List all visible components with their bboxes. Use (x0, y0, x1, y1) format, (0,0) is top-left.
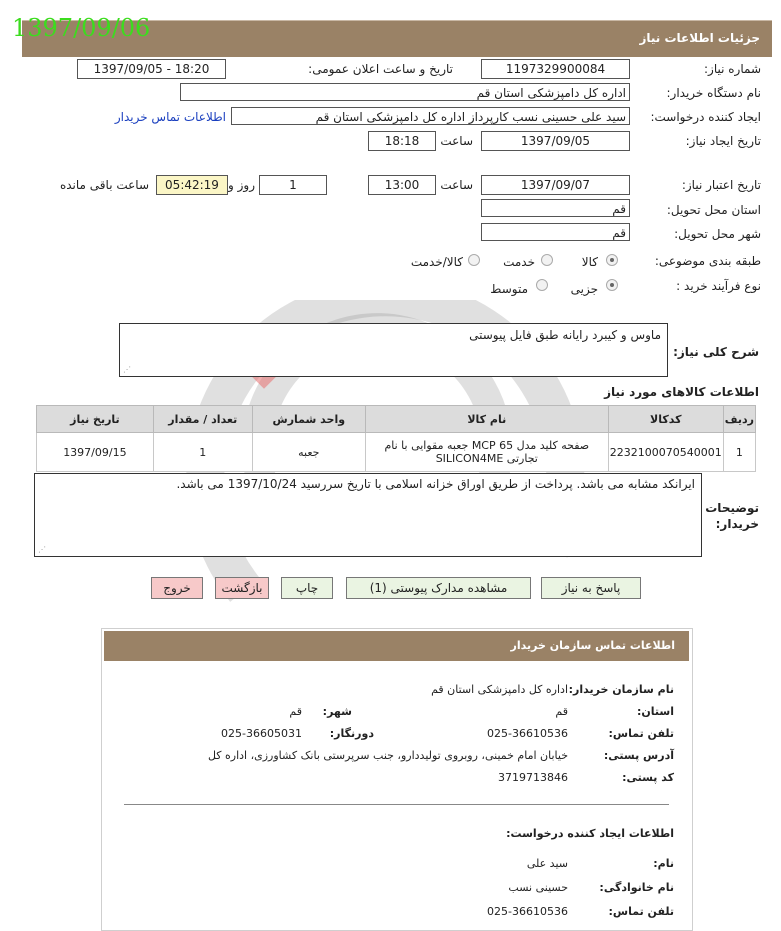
delivery-province-field: قم (481, 199, 630, 217)
phone-label: تلفن تماس: (608, 727, 674, 740)
general-desc-box (119, 323, 668, 377)
resize-grip-icon[interactable]: ⋰ (38, 545, 46, 554)
header-title: جزئیات اطلاعات نیاز (639, 31, 760, 45)
buyer-notes-text: ایرانکد مشابه می باشد. پرداخت از طریق اوراق خزانه اسلامی با تاریخ سررسید 1397/10/24 می باشد. (176, 477, 695, 491)
category-option-service: خدمت (503, 255, 535, 269)
family-value: حسینی نسب (508, 881, 568, 894)
city-label: شهر: (322, 705, 352, 718)
col-unit: واحد شمارش (252, 406, 365, 433)
need-number-label: شماره نیاز: (704, 62, 761, 76)
buyer-notes-box (34, 473, 702, 557)
process-option-minor: جزیی (570, 282, 598, 296)
family-label: نام خانوادگی: (599, 881, 674, 894)
cell-qty: 1 (153, 433, 252, 472)
contact-panel (101, 628, 693, 931)
buyer-org-label: نام دستگاه خریدار: (666, 86, 761, 100)
org-value: اداره کل دامپزشکی استان قم (431, 683, 568, 696)
city-value: قم (289, 705, 302, 718)
address-value: خیابان امام خمینی، روبروی تولیددارو، جنب سرپرستی بانک کشاورزی، اداره کل (207, 749, 568, 762)
fax-label: دورنگار: (329, 727, 374, 740)
general-desc-label: شرح کلی نیاز: (673, 345, 759, 359)
remaining-time-field: 05:42:19 (156, 175, 228, 195)
stamp-date: 1397/09/06 (12, 14, 151, 42)
need-number-field: 1197329900084 (481, 59, 630, 79)
days-field: 1 (259, 175, 327, 195)
col-name: نام کالا (365, 406, 608, 433)
requester-field: سید علی حسینی نسب کارپرداز اداره کل دامپزشکی استان قم (231, 107, 630, 125)
phone-value: 025-36610536 (487, 727, 568, 740)
exit-button[interactable]: خروج (151, 577, 203, 599)
buyer-contact-link[interactable]: اطلاعات تماس خریدار (114, 110, 226, 124)
announce-datetime-label: تاریخ و ساعت اعلان عمومی: (308, 62, 453, 76)
valid-time-field: 13:00 (368, 175, 436, 195)
province-value: قم (555, 705, 568, 718)
goods-table-header (37, 406, 756, 433)
col-row: ردیف (723, 406, 755, 433)
creator-phone-value: 025-36610536 (487, 905, 568, 918)
delivery-city-field: قم (481, 223, 630, 241)
name-label: نام: (653, 857, 674, 870)
reply-button[interactable]: پاسخ به نیاز (541, 577, 641, 599)
announce-datetime-field: 1397/09/05 - 18:20 (77, 59, 226, 79)
back-button[interactable]: بازگشت (215, 577, 269, 599)
contact-panel-title: اطلاعات تماس سازمان خریدار (510, 639, 675, 652)
category-radio-both[interactable] (468, 254, 480, 266)
col-code: کدکالا (608, 406, 723, 433)
category-label: طبقه بندی موضوعی: (654, 254, 761, 268)
valid-time-label: ساعت (440, 178, 473, 192)
resize-grip-icon[interactable]: ⋰ (123, 365, 131, 374)
postal-value: 3719713846 (498, 771, 568, 784)
cell-row: 1 (723, 433, 755, 472)
created-time-label: ساعت (440, 134, 473, 148)
category-radio-goods[interactable] (606, 254, 618, 266)
requester-label: ایجاد کننده درخواست: (650, 110, 761, 124)
general-desc-text: ماوس و کیبرد رایانه طبق فایل پیوستی (469, 328, 661, 342)
creator-phone-label: تلفن تماس: (608, 905, 674, 918)
category-radio-service[interactable] (541, 254, 553, 266)
attachments-button[interactable]: مشاهده مدارک پیوستی (1) (346, 577, 531, 599)
province-label: استان: (637, 705, 674, 718)
goods-info-title: اطلاعات کالاهای مورد نیاز (604, 385, 759, 399)
postal-label: کد پستی: (622, 771, 674, 784)
valid-date-label: تاریخ اعتبار نیاز: (681, 178, 761, 192)
org-label: نام سازمان خریدار: (568, 683, 674, 696)
col-qty: تعداد / مقدار (153, 406, 252, 433)
created-date-field: 1397/09/05 (481, 131, 630, 151)
cell-unit: جعبه (252, 433, 365, 472)
fax-value: 025-36605031 (221, 727, 302, 740)
divider (124, 804, 669, 805)
col-need-date: تاریخ نیاز (37, 406, 154, 433)
hours-left-label: ساعت باقی مانده (59, 178, 149, 192)
address-label: آدرس پستی: (603, 749, 674, 762)
delivery-city-label: شهر محل تحویل: (674, 227, 761, 241)
print-button[interactable]: چاپ (281, 577, 333, 599)
process-radio-medium[interactable] (536, 279, 548, 291)
cell-code: 2232100070540001 (608, 433, 723, 472)
creator-title: اطلاعات ایجاد کننده درخواست: (506, 827, 674, 840)
created-time-field: 18:18 (368, 131, 436, 151)
process-radio-minor[interactable] (606, 279, 618, 291)
created-date-label: تاریخ ایجاد نیاز: (685, 134, 761, 148)
category-option-both: کالا/خدمت (410, 255, 463, 269)
purchase-process-label: نوع فرآیند خرید : (676, 279, 761, 293)
day-and-label: روز و (228, 178, 255, 192)
category-option-goods: کالا (581, 255, 598, 269)
table-row (37, 433, 756, 472)
delivery-province-label: استان محل تحویل: (666, 203, 761, 217)
cell-need-date: 1397/09/15 (37, 433, 154, 472)
valid-date-field: 1397/09/07 (481, 175, 630, 195)
contact-panel-header (104, 631, 689, 661)
buyer-org-field: اداره کل دامپزشکی استان قم (180, 83, 630, 101)
name-value: سید علی (526, 857, 568, 870)
goods-table (36, 405, 756, 472)
buyer-notes-label: توضیحات خریدار: (705, 501, 759, 531)
cell-name: صفحه کلید مدل MCP 65 جعبه مقوایی با نام تجارتی SILICON4ME (365, 433, 608, 472)
process-option-medium: متوسط (490, 282, 528, 296)
